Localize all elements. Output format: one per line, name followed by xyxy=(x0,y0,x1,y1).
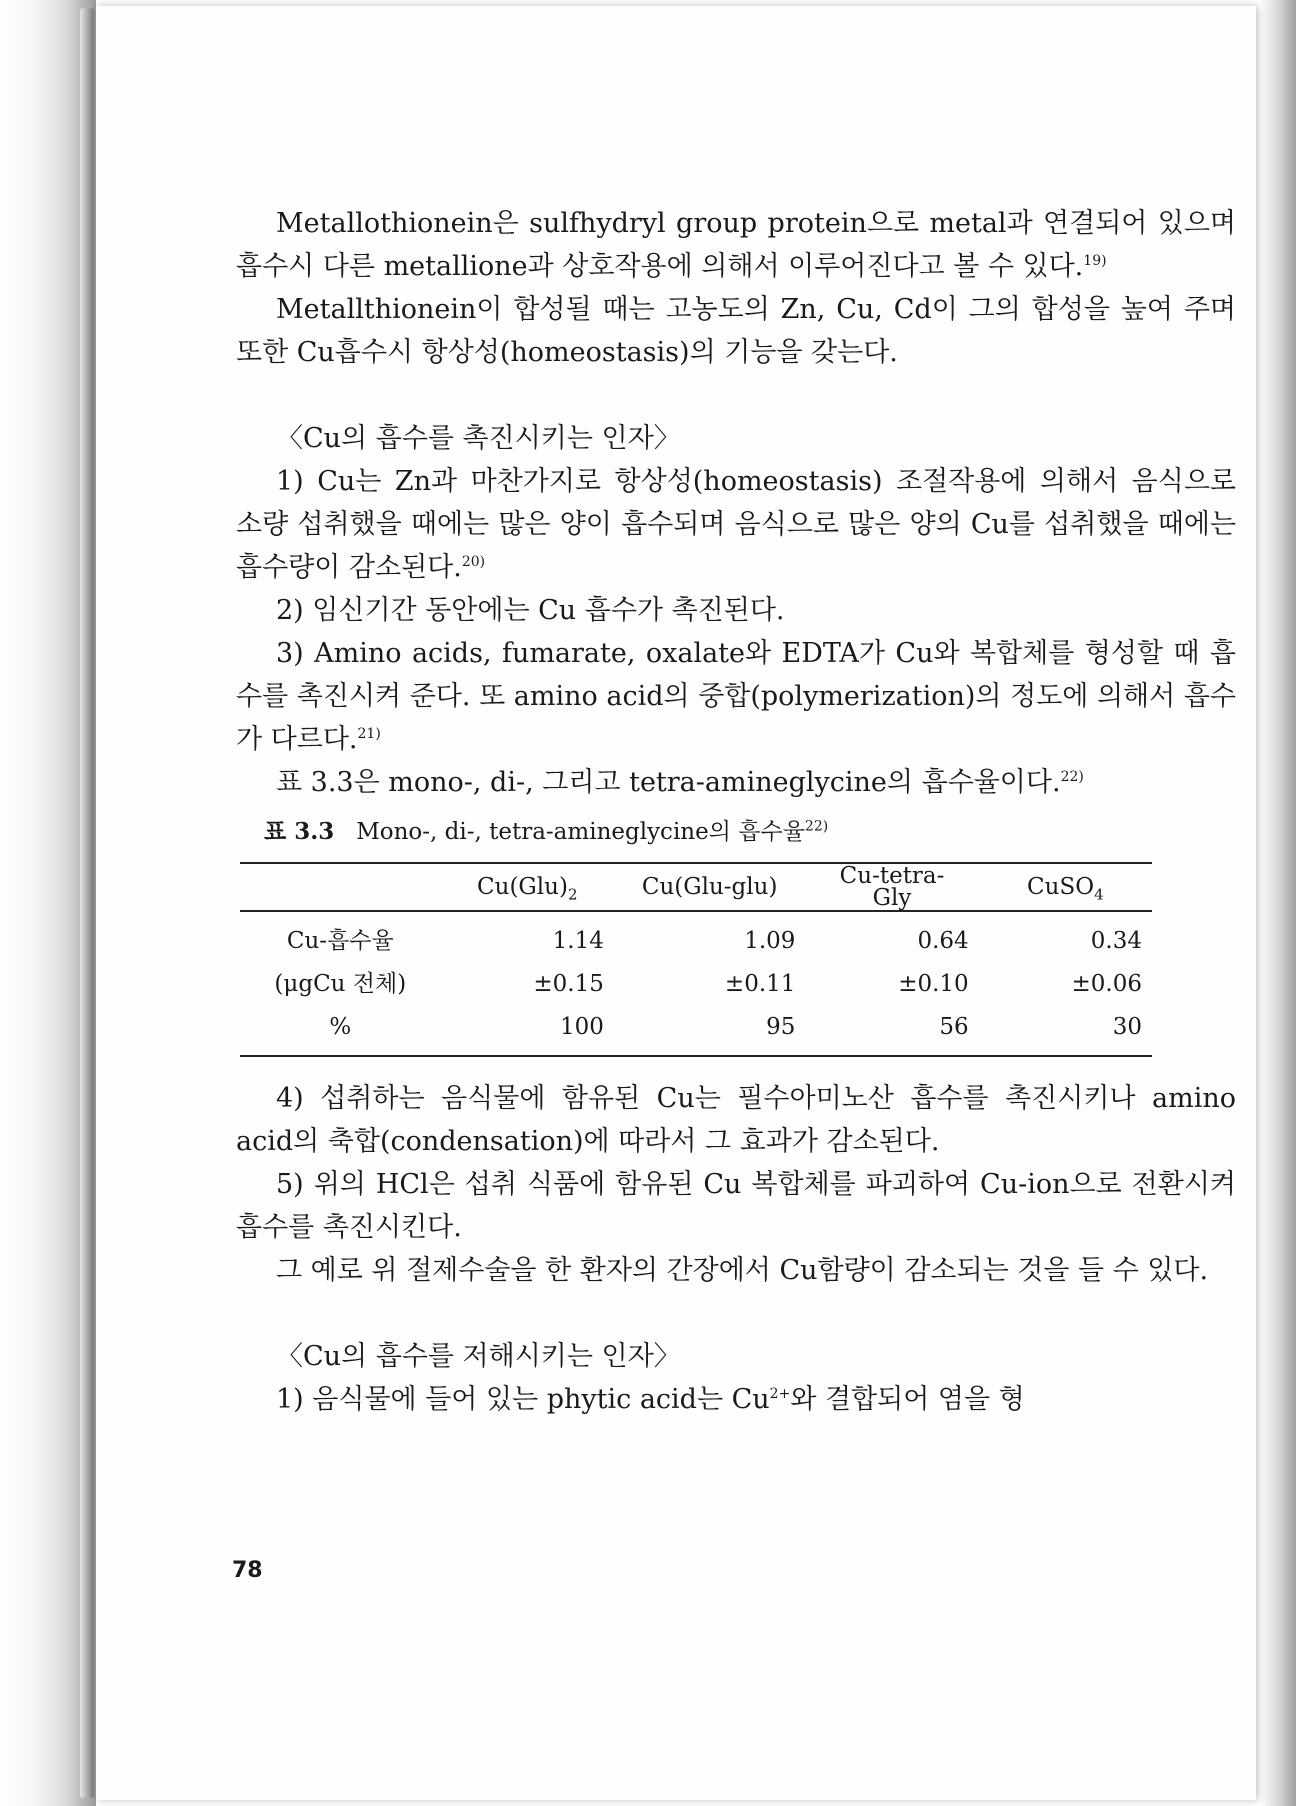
heading-text: 〈Cu의 흡수를 저해시키는 인자〉 xyxy=(276,1341,681,1372)
table-header-row xyxy=(240,863,1152,911)
table-header-empty xyxy=(240,863,441,911)
paragraph-metallothionein xyxy=(236,202,1236,288)
list-item-1 xyxy=(236,460,1236,589)
table-cell: 30 xyxy=(979,1006,1152,1056)
table-title: Mono-, di-, tetra-amineglycine의 흡수율 xyxy=(356,819,805,845)
subscript: 4 xyxy=(1094,885,1104,904)
absorption-table xyxy=(240,862,1152,1057)
list-item-5 xyxy=(236,1163,1236,1249)
list-item-text: 2) 임신기간 동안에는 Cu 흡수가 촉진된다. xyxy=(276,595,785,626)
table-cell: ±0.11 xyxy=(724,971,796,997)
header-text: Gly xyxy=(872,885,912,911)
table-cell: 95 xyxy=(614,1006,806,1056)
table-row-label: % xyxy=(240,1006,441,1056)
table-cell: 0.64 xyxy=(917,928,969,954)
table-caption xyxy=(236,812,1236,852)
table-number: 표 3.3 xyxy=(264,818,335,845)
book-spine-line xyxy=(80,8,94,1798)
list-item-text: 5) 위의 HCl은 섭취 식품에 함유된 Cu 복합체를 파괴하여 Cu-ion으로 전환시켜 흡수를 촉진시킨다. xyxy=(236,1169,1236,1243)
heading-text: 〈Cu의 흡수를 촉진시키는 인자〉 xyxy=(276,423,681,454)
section-heading-inhibiting-factors xyxy=(236,1335,1236,1378)
list-item-text: 4) 섭취하는 음식물에 함유된 Cu는 필수아미노산 흡수를 촉진시키나 amino acid의 축합(condensation)에 따라서 그 효과가 감소된다. xyxy=(236,1083,1236,1157)
list-item-text: 와 결합되어 염을 형 xyxy=(790,1384,1025,1415)
table-row-label: (μgCu 전체) xyxy=(274,971,407,997)
paragraph-text: Metallothionein은 sulfhydryl group protein으로 metal과 연결되어 있으며 흡수시 다른 metallione과 상호작용에 의해서 이루어진다고 볼 수 있다. xyxy=(236,208,1236,282)
page-body xyxy=(236,202,1236,1421)
list-item-3 xyxy=(236,632,1236,761)
table-row-label: Cu-흡수율 xyxy=(286,928,394,954)
list-item-text: 1) Cu는 Zn과 마찬가지로 항상성(homeostasis) 조절작용에 의해서 음식으로 소량 섭취했을 때에는 많은 양이 흡수되며 음식으로 많은 양의 Cu를 섭취했을 때에는 흡수량이 감소된다. xyxy=(236,466,1236,583)
paragraph-text: 표 3.3은 mono-, di-, 그리고 tetra-amineglycine의 흡수율이다. xyxy=(276,767,1061,798)
paragraph-text: Metallthionein이 합성될 때는 고농도의 Zn, Cu, Cd이 그의 합성을 높여 주며 또한 Cu흡수시 항상성(homeostasis)의 기능을 갖는다. xyxy=(236,294,1236,368)
superscript: 2+ xyxy=(769,1386,791,1402)
table-row xyxy=(240,963,1152,1006)
header-text: Cu(Glu-glu) xyxy=(641,874,778,900)
table-header-cu-glu xyxy=(441,863,614,911)
paragraph-text: 그 예로 위 절제수술을 한 환자의 간장에서 Cu함량이 감소되는 것을 들 수 있다. xyxy=(276,1255,1209,1286)
table-reference-sentence xyxy=(236,761,1236,804)
subscript: 2 xyxy=(567,885,578,904)
paragraph-synthesis xyxy=(236,288,1236,374)
table-cell: 56 xyxy=(805,1006,978,1056)
list-item-2 xyxy=(236,589,1236,632)
header-text: CuSO xyxy=(1027,874,1095,900)
header-text: Cu(Glu) xyxy=(477,874,568,900)
section-heading-promoting-factors xyxy=(236,417,1236,460)
footnote-ref: 22) xyxy=(1060,769,1084,785)
table-header-cu-glu-glu xyxy=(614,863,806,911)
table-header-cu-tetra-gly xyxy=(805,863,978,911)
header-text: Cu-tetra- xyxy=(839,863,945,889)
table-row xyxy=(240,1006,1152,1056)
table-cell: 1.09 xyxy=(744,928,796,954)
table-header-cuso4 xyxy=(979,863,1152,911)
table-cell: 0.34 xyxy=(1090,928,1142,954)
page-number: 78 xyxy=(232,1558,263,1583)
list-item-4 xyxy=(236,1077,1236,1163)
book-page xyxy=(96,6,1256,1800)
inhibit-list-item-1 xyxy=(236,1378,1236,1421)
footnote-ref: 22) xyxy=(804,818,829,835)
table-cell: 100 xyxy=(441,1006,614,1056)
table-cell: ±0.15 xyxy=(533,971,604,997)
table-cell: ±0.10 xyxy=(898,971,969,997)
paragraph-example xyxy=(236,1249,1236,1292)
table-cell: ±0.06 xyxy=(1071,971,1142,997)
footnote-ref: 19) xyxy=(1083,253,1107,269)
table-row xyxy=(240,911,1152,963)
footnote-ref: 20) xyxy=(461,554,486,570)
page-right-shadow xyxy=(1260,0,1296,1806)
table-cell: 1.14 xyxy=(552,928,604,954)
list-item-text: 1) 음식물에 들어 있는 phytic acid는 Cu xyxy=(276,1384,770,1415)
footnote-ref: 21) xyxy=(357,726,381,742)
list-item-text: 3) Amino acids, fumarate, oxalate와 EDTA가 Cu와 복합체를 형성할 때 흡수를 촉진시켜 준다. 또 amino acid의 중합(polymerization)의 정도에 의해서 흡수가 다르다. xyxy=(236,638,1236,755)
